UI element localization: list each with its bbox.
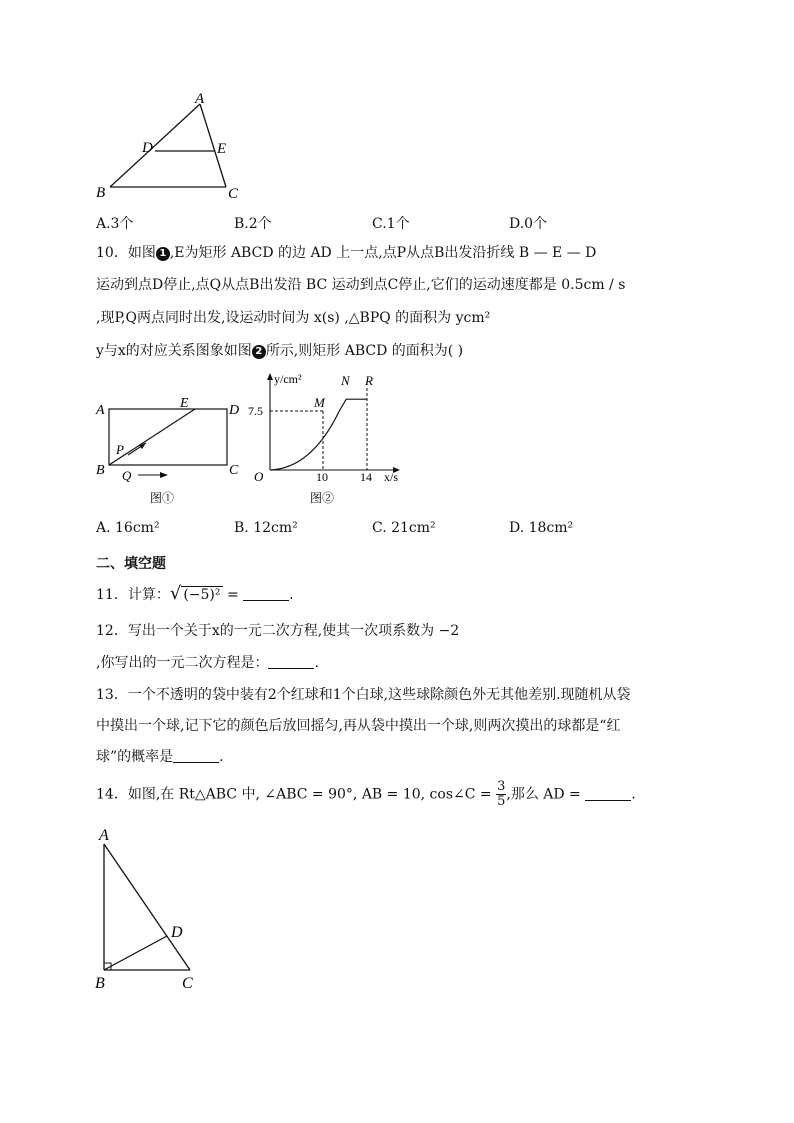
q12-line-1: 12．写出一个关于x的一元二次方程,使其一次项系数为 −2 [96, 623, 460, 639]
fraction-denominator: 5 [497, 794, 506, 809]
graph-origin: O [254, 469, 264, 484]
q13-line-2: 中摸出一个球,记下它的颜色后放回摇匀,再从袋中摸出一个球,则两次摸出的球都是“红 [96, 718, 621, 734]
label-A: A [96, 403, 105, 418]
q11-radicand: (−5)² [183, 587, 221, 603]
label-C: C [229, 463, 239, 478]
q14-prefix: 14．如图,在 Rt△ABC 中, ∠ABC = 90°, AB = 10, cos∠C = [96, 786, 497, 803]
q10-text: y与x的对应关系图象如图 [96, 343, 252, 359]
q12-line-2 [96, 654, 319, 672]
label-E: E [180, 396, 189, 411]
label-R: R [365, 373, 373, 388]
label-C: C [228, 186, 239, 202]
q11-line [96, 585, 294, 604]
label-A: A [99, 827, 109, 844]
q14-suffix: ,那么 AD = [506, 786, 586, 803]
q10-option-d[interactable]: D. 18cm² [509, 520, 574, 536]
q12-text: ,你写出的一元二次方程是： [96, 655, 269, 671]
label-Q: Q [122, 468, 132, 483]
label-P: P [116, 442, 124, 457]
sqrt-icon: √ [169, 583, 182, 604]
graph-ylabel: y/cm² [274, 372, 302, 386]
figure-q9-triangle [90, 92, 250, 204]
label-M: M [314, 395, 325, 410]
q10-line-1 [96, 244, 596, 262]
figure-q14-triangle [92, 822, 212, 997]
label-A: A [195, 92, 205, 107]
graph-x-tick-10: 10 [316, 470, 328, 484]
caption-fig2: 图② [310, 491, 335, 505]
q9-option-d[interactable]: D.0个 [509, 216, 548, 232]
q11-end: . [289, 587, 294, 603]
q14-line [96, 780, 636, 809]
q12-end: . [314, 655, 319, 671]
q11-eq: = [222, 587, 244, 603]
answer-blank[interactable] [268, 654, 314, 669]
label-D: D [171, 924, 183, 941]
q10-line-3: ,现P,Q两点同时出发,设运动时间为 x(s) ,△BPQ 的面积为 ycm² [96, 310, 491, 326]
circle-1-icon: 1 [156, 247, 170, 261]
q14-end: . [631, 786, 636, 803]
circle-2-icon: 2 [252, 345, 266, 359]
fraction [496, 780, 506, 809]
answer-blank[interactable] [173, 748, 219, 763]
q10-text: 所示,则矩形 ABCD 的面积为( ) [265, 343, 464, 359]
q9-option-a[interactable]: A.3个 [96, 216, 134, 232]
q13-line-1: 13．一个不透明的袋中装有2个红球和1个白球,这些球除颜色外无其他差别.现随机从袋 [96, 687, 631, 703]
q10-option-b[interactable]: B. 12cm² [234, 520, 298, 536]
q10-option-a[interactable]: A. 16cm² [96, 520, 160, 536]
label-D: D [229, 403, 240, 418]
label-E: E [217, 141, 227, 157]
q10-option-c[interactable]: C. 21cm² [372, 520, 436, 536]
q13-line-3 [96, 748, 224, 766]
answer-blank[interactable] [585, 786, 631, 801]
label-B: B [96, 463, 105, 478]
q10-text: ,E为矩形 ABCD 的边 AD 上一点,点P从点B出发沿折线 B — E — D [169, 245, 597, 261]
label-B: B [95, 975, 105, 992]
fraction-numerator: 3 [497, 779, 506, 794]
q11-prefix: 11．计算： [96, 587, 170, 603]
q10-line-4 [96, 342, 463, 360]
label-D: D [142, 140, 153, 156]
answer-blank[interactable] [243, 586, 289, 601]
section-title: 二、填空题 [96, 556, 166, 572]
label-C: C [182, 975, 193, 992]
graph-xlabel: x/s [384, 470, 399, 484]
label-B: B [96, 185, 106, 201]
figure-rectangle [90, 395, 250, 507]
q10-line-2: 运动到点D停止,点Q从点B出发沿 BC 运动到点C停止,它们的运动速度都是 0.5cm / s [96, 277, 626, 293]
q13-end: . [219, 749, 224, 765]
caption-fig1: 图① [150, 491, 175, 505]
graph-y-tick: 7.5 [248, 404, 263, 418]
q10-number: 10． [96, 245, 128, 261]
q9-option-c[interactable]: C.1个 [372, 216, 410, 232]
q10-text: 如图 [127, 245, 156, 261]
graph-x-tick-14: 14 [360, 470, 372, 484]
q9-option-b[interactable]: B.2个 [234, 216, 272, 232]
label-N: N [341, 373, 350, 388]
q13-text: 球”的概率是 [96, 749, 174, 765]
figure-graph [248, 368, 408, 508]
